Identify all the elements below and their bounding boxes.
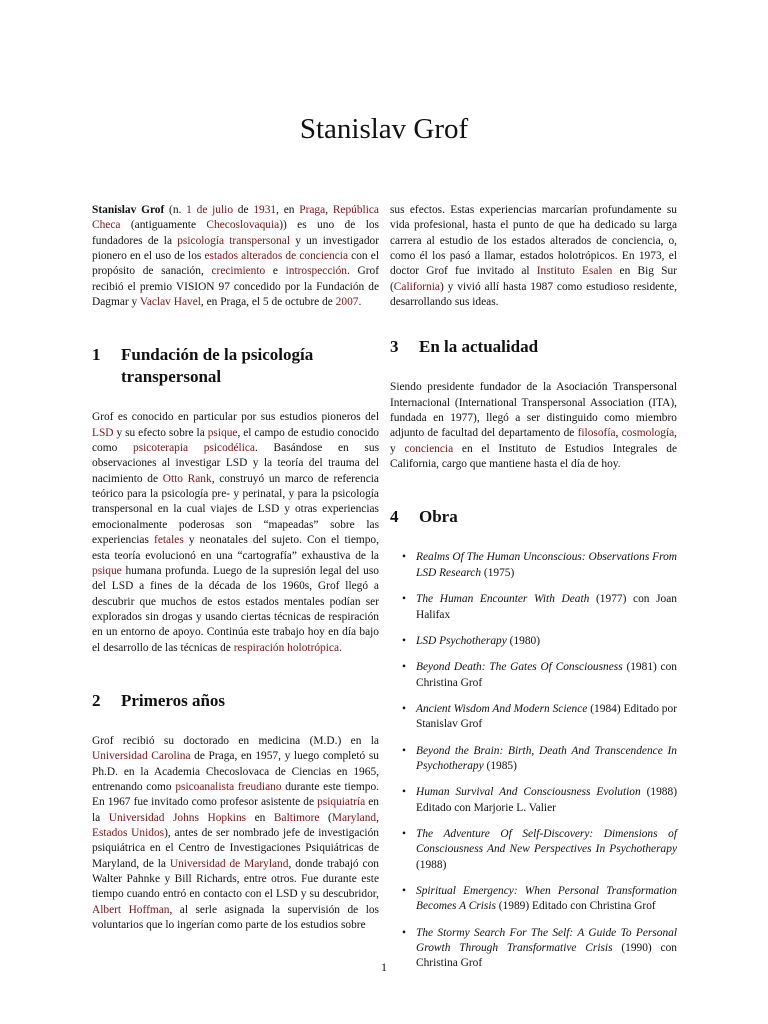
wiki-link[interactable]: Universidad Johns Hopkins: [108, 811, 247, 824]
wiki-link[interactable]: crecimiento: [211, 265, 266, 278]
work-title: Spiritual Emergency: When Personal Transformation Becomes A Crisis: [416, 884, 677, 913]
list-item: [390, 592, 677, 623]
section-number: 1: [92, 345, 101, 365]
text-run: Grof recibió su doctorado en medicina (M.D.) en la: [92, 734, 379, 747]
text-run: , al serle asignada la supervisión de los voluntarios que lo ingerían como parte de los estudios sobre: [92, 903, 379, 932]
list-item: [390, 827, 677, 873]
bullet-icon: •: [402, 827, 406, 840]
wiki-link[interactable]: respiración holotrópica: [233, 641, 340, 654]
page-number: 1: [381, 960, 387, 974]
text-run: . Basándose en sus observaciones al investigar LSD y la teoría del trauma del nacimiento de: [92, 442, 379, 485]
wiki-link[interactable]: psique: [207, 426, 238, 439]
wiki-link[interactable]: Maryland: [331, 811, 377, 824]
text-run: , construyó un marco de referencia teórico para la psicología pre- y perinatal, y para la psicología transpersonal en la cual viajes de LSD y otras experiencias emocionalmente poderosas son “mapeadas” sobre las experiencias: [92, 472, 379, 547]
work-title: Beyond the Brain: Birth, Death And Transcendence In Psychotherapy: [416, 744, 677, 772]
text-run: . Grof recibió el premio VISION 97 concedido por la Fundación de Dagmar y: [92, 265, 379, 309]
section-heading-primeros-anos: [92, 690, 379, 712]
works-list: [390, 550, 677, 971]
wiki-link[interactable]: Universidad Carolina: [92, 750, 191, 763]
wiki-link[interactable]: 1 de julio: [186, 204, 234, 216]
text-run: (1977) con Joan Halifax: [416, 593, 677, 621]
work-title: Realms Of The Human Unconscious: Observations From LSD Research: [416, 551, 677, 579]
text-run: y su efecto sobre la: [113, 426, 208, 439]
text-run: durante este tiempo. En 1967 fue invitado como profesor asistente de: [92, 780, 379, 809]
text-run: e: [265, 265, 286, 278]
section-heading-obra: [390, 506, 677, 528]
text-run: (antiguamente: [120, 219, 207, 232]
section-title: Fundación de la psicología transpersonal: [121, 345, 314, 387]
bullet-icon: •: [402, 786, 406, 799]
work-title: Beyond Death: The Gates Of Consciousness: [416, 661, 623, 674]
section-title: Primeros años: [121, 690, 226, 710]
text-run: ,: [325, 204, 333, 216]
text-run: (1988) Editado con Marjorie L. Valier: [416, 786, 677, 814]
text-run: de Praga, en 1957, y luego completó su Ph.D. en la Academia Checoslovaca de Ciencias en 1965, entrenando como: [92, 750, 379, 793]
wiki-link[interactable]: psique: [92, 564, 122, 577]
text-run: (1985): [483, 759, 517, 772]
text-run: ), antes de ser nombrado jefe de investigación psiquiátrica en el Centro de Investigaciones Psiquiátricas de Maryland, de la: [92, 826, 379, 870]
list-item: [390, 660, 677, 691]
primeros-anos-continuation: [390, 203, 677, 310]
bullet-icon: •: [402, 702, 406, 715]
text-run: (1984) Editado por Stanislav Grof: [416, 702, 677, 731]
bullet-icon: •: [402, 661, 406, 674]
fundacion-paragraph: [92, 410, 379, 656]
work-title: LSD Psychotherapy: [416, 634, 507, 647]
wiki-link[interactable]: República Checa: [92, 204, 379, 232]
text-run: en la: [92, 796, 379, 824]
wiki-link[interactable]: psicología transpersonal: [177, 234, 290, 247]
intro-paragraph: [92, 203, 379, 310]
text-run: Grof es conocido en particular por sus estudios pioneros del: [92, 411, 379, 424]
bullet-icon: •: [402, 926, 406, 939]
text-run: , en Praga, el 5 de octubre de: [200, 296, 336, 309]
bullet-icon: •: [402, 744, 406, 757]
text-run: en: [246, 811, 274, 824]
wiki-link[interactable]: conciencia: [404, 442, 454, 455]
work-title: The Human Encounter With Death: [416, 593, 590, 606]
primeros-anos-paragraph-continued: [390, 203, 677, 310]
text-run: , en: [276, 204, 300, 216]
list-item: [390, 884, 677, 915]
wiki-link[interactable]: Otto Rank: [162, 472, 212, 485]
wiki-link[interactable]: psicoanalista freudiano: [175, 780, 282, 793]
page-title: Stanislav Grof: [299, 113, 469, 145]
text-run: sus efectos. Estas experiencias marcarían profundamente su vida profesional, hasta el punto de que ha dedicado su larga carrera al estudio de los estados alterados de conciencia, o, como él los pasó a llamar, estados holotrópicos. En 1973, el doctor Grof fue invitado al: [390, 204, 677, 278]
wiki-link[interactable]: Praga: [299, 204, 326, 216]
text-run: , y: [390, 427, 677, 455]
text-run: y neonatales del sujeto. Con el tiempo, esta teoría evolucionó en una “cartografía” exhaustiva de la: [92, 534, 379, 562]
primeros-anos-paragraph: [92, 734, 379, 933]
wiki-link[interactable]: Baltimore: [273, 811, 320, 824]
text-run: (1988): [416, 858, 447, 871]
wiki-link[interactable]: estados alterados de conciencia: [204, 250, 349, 263]
bullet-icon: •: [402, 593, 406, 606]
wiki-link[interactable]: California: [393, 280, 440, 293]
section-number: 3: [390, 337, 399, 357]
text-run: .: [358, 296, 362, 309]
text-run: (1981) con Christina Grof: [416, 661, 678, 689]
text-run: )) es uno de los fundadores de la: [92, 219, 379, 247]
actualidad-paragraph: [390, 380, 677, 472]
wiki-link[interactable]: 2007: [335, 296, 359, 309]
wiki-link[interactable]: fetales: [154, 534, 184, 547]
text-run: (1980): [506, 634, 541, 647]
wiki-link[interactable]: filosofía: [577, 427, 616, 440]
wiki-link[interactable]: psiquiatría: [317, 796, 366, 809]
text-run: (1989) Editado con Christina Grof: [495, 900, 656, 913]
right-column: [390, 203, 677, 983]
text-run: (n.: [164, 204, 187, 216]
text-run: (: [319, 811, 332, 824]
wiki-link[interactable]: psicoterapia psicodélica: [133, 442, 255, 455]
text-run: Siendo presidente fundador de la Asociación Transpersonal Internacional (International Transpersonal Association (ITA), fundada en 1977), llegó a ser distinguido como miembro adjunto de facultad del departamento de: [390, 381, 677, 440]
wiki-link[interactable]: Instituto: [536, 265, 575, 278]
text-run: en Big Sur (: [390, 265, 677, 293]
section-title: En la actualidad: [419, 337, 539, 357]
wiki-link[interactable]: Estados Unidos: [92, 826, 165, 839]
text-run: , donde trabajó con Walter Pahnke y Bill Richards, entre otros. Fue durante este tiempo cuando entró en contacto con el LSD y su descubridor,: [92, 857, 379, 901]
wiki-link[interactable]: Universidad de Maryland: [169, 857, 289, 870]
section-number: 4: [390, 507, 399, 527]
bullet-icon: •: [402, 551, 406, 564]
section-number: 2: [92, 690, 101, 710]
work-title: The Stormy Search For The Self: A Guide To Personal Growth Through Transformative Crisis: [416, 926, 677, 954]
text-run: (1990) con Christina Grof: [416, 942, 677, 970]
wiki-link[interactable]: Checoslovaquia: [206, 219, 280, 232]
bullet-icon: •: [402, 884, 406, 897]
section-title: Obra: [419, 507, 458, 527]
work-title: The Adventure Of Self-Discovery: Dimensions of Consciousness And New Perspectives In Psychotherapy: [416, 827, 677, 856]
text-run: , el campo de estudio conocido como: [92, 426, 380, 455]
section-heading-actualidad: [390, 336, 677, 358]
list-item: [390, 702, 677, 733]
work-title: Human Survival And Consciousness Evolution: [416, 786, 641, 799]
wiki-link[interactable]: 1931: [253, 204, 277, 216]
wiki-link[interactable]: Esalen: [574, 265, 613, 278]
text-run: humana profunda. Luego de la supresión legal del uso del LSD a fines de la década de los 1960s, Grof llegó a descubrir que muchos de estos estados mentales podían ser explorados sin drogas y usando ciertas técnicas de respiración en un entorno de apoyo. Continúa este trabajo hoy en día bajo el desarrollo de las técnicas de: [92, 564, 379, 654]
list-item: [390, 550, 677, 581]
wiki-link[interactable]: Albert Hoffman: [92, 903, 170, 916]
text-run: y un investigador pionero en el uso de los: [92, 234, 380, 263]
text-run: con el propósito de sanación,: [92, 250, 379, 278]
text-run: ,: [615, 427, 622, 440]
left-column: [92, 203, 379, 933]
text-run: .: [339, 641, 342, 654]
text-run: ): [439, 280, 444, 293]
text-run: en el Instituto de Estudios Integrales de California, cargo que mantiene hasta el día de hoy.: [390, 442, 677, 471]
text-run: y vivió allí hasta 1987 como estudioso residente, desarrollando sus ideas.: [390, 280, 677, 309]
text-run: ,: [376, 811, 379, 824]
work-title: Ancient Wisdom And Modern Science: [416, 702, 588, 715]
wiki-link[interactable]: cosmología: [621, 427, 675, 440]
list-item: [390, 744, 677, 775]
wiki-link[interactable]: LSD: [92, 426, 114, 439]
wiki-link[interactable]: introspección: [285, 265, 347, 278]
wiki-link[interactable]: Vaclav Havel: [139, 296, 201, 309]
list-item: [390, 634, 677, 649]
list-item: [390, 785, 677, 816]
section-heading-fundacion: [92, 344, 379, 388]
text-run: de: [233, 204, 254, 216]
bullet-icon: •: [402, 634, 406, 647]
bold-text: Stanislav Grof: [92, 204, 165, 216]
text-run: (1975): [481, 566, 515, 579]
right-column-content: [390, 203, 677, 972]
